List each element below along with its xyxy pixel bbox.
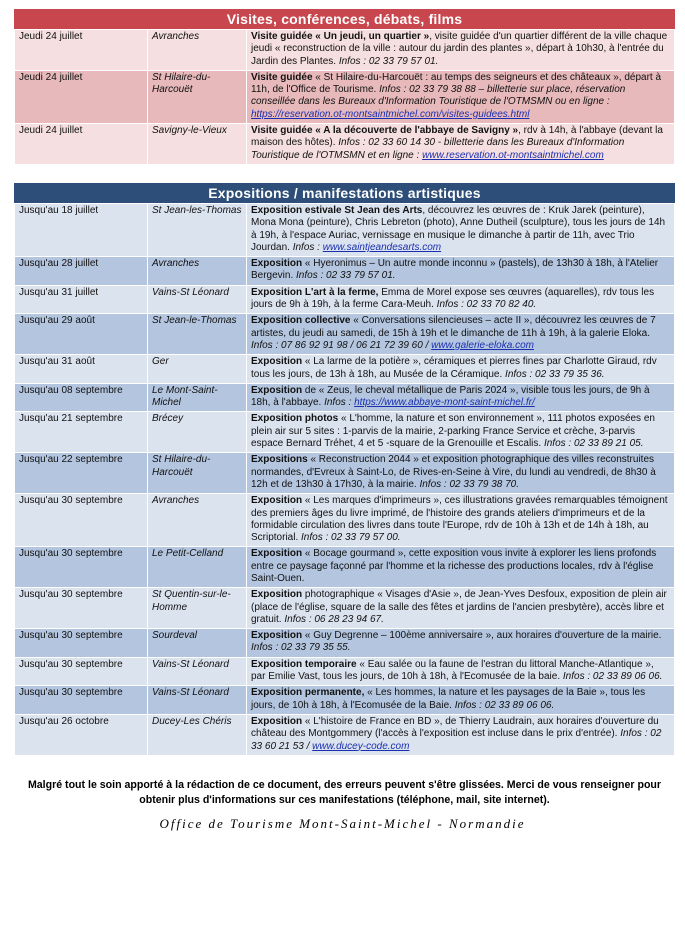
table-row	[15, 285, 675, 314]
event-date: Jusqu'au 28 juillet	[15, 257, 148, 286]
event-info: Infos : 02 33 79 57 01.	[296, 270, 396, 282]
section-title-visites: Visites, conférences, débats, films	[14, 9, 675, 29]
event-description	[247, 355, 675, 384]
event-lead: Visite guidée	[251, 71, 313, 83]
signature: Office de Tourisme Mont-Saint-Michel - Normandie	[159, 815, 526, 831]
event-date: Jusqu'au 31 août	[15, 355, 148, 384]
event-lead: Visite guidée « Un jeudi, un quartier »	[251, 31, 430, 42]
event-description	[247, 453, 675, 494]
event-info: Infos : 02 33 79 57 01.	[338, 55, 439, 67]
event-description	[247, 285, 675, 314]
event-lead: Exposition photos	[251, 413, 339, 425]
event-link[interactable]: www.galerie-eloka.com	[431, 339, 534, 351]
event-lead: Exposition permanente,	[251, 687, 365, 699]
event-description	[247, 124, 675, 165]
table-row	[15, 124, 675, 165]
event-body: « Guy Degrenne – 100ème anniversaire », aux horaires d'ouverture de la mairie.	[302, 630, 662, 642]
table-row	[15, 629, 675, 658]
event-description	[247, 657, 675, 686]
event-info: Infos : 02 33 79 35 55.	[251, 642, 351, 654]
event-date: Jusqu'au 29 août	[15, 314, 148, 355]
table-row	[15, 588, 675, 629]
event-place: Le Mont-Saint-Michel	[148, 383, 247, 412]
event-date: Jusqu'au 21 septembre	[15, 412, 148, 453]
event-body: « L'homme, la nature et son environnement », 111 photos exposées en plein air sur 5 sites : 1-parvis de la mairie, 2-parking France Service et crèche, 3-parvis espace Bernard Tréhet, 4 et 5 -square de la Grenouille et Escalis.	[251, 413, 655, 450]
event-link[interactable]: www.reservation.ot-montsaintmichel.com	[422, 149, 604, 161]
event-description	[247, 588, 675, 629]
table-row	[15, 203, 675, 256]
table-row	[15, 686, 675, 715]
event-info: Infos : 02 33 79 38 88 – billetterie sur place, réservation conseillée dans les Bureaux d'Information Touristique de l'OTMSMN ou en ligne :	[251, 84, 626, 108]
event-place: Ducey-Les Chéris	[148, 714, 247, 755]
event-info: Infos : 02 33 79 38 70.	[419, 478, 519, 490]
event-date: Jusqu'au 30 septembre	[15, 686, 148, 715]
event-link[interactable]: www.saintjeandesarts.com	[322, 241, 442, 253]
event-date: Jusqu'au 30 septembre	[15, 547, 148, 588]
event-body: , visite guidée d'un quartier différent de la ville chaque jeudi « reconstruction de la ville : autour du jardin des plantes », départ à 10h30, à l'entrée du Jardin des Plantes.	[251, 31, 668, 67]
section-title-expositions: Expositions / manifestations artistiques	[14, 183, 675, 203]
event-description	[247, 203, 675, 256]
event-description	[247, 257, 675, 286]
table-row	[15, 383, 675, 412]
event-lead: Exposition	[251, 715, 303, 727]
event-body: « St Hilaire-du-Harcouët : au temps des seigneurs et des châteaux », départ à 11h, de l'Office de Tourisme.	[251, 71, 662, 96]
event-place: Avranches	[148, 494, 247, 547]
event-place: Vains-St Léonard	[148, 657, 247, 686]
event-description	[247, 70, 675, 123]
event-place: Brécey	[148, 412, 247, 453]
event-place: Le Petit-Celland	[148, 547, 247, 588]
event-lead: Exposition estivale St Jean des Arts	[251, 204, 423, 216]
table-row	[15, 355, 675, 384]
event-body: « Conversations silencieuses – acte II », découvrez les œuvres de 7 artistes, du jeudi au samedi, de 15h à 19h et le dimanche de 11h à 19h, à la galerie Eloka.	[251, 315, 656, 339]
event-body: de « Zeus, le cheval métallique de Paris 2024 », visible tous les jours, de 9h à 18h, à l'abbaye.	[251, 384, 650, 409]
event-info: Infos :	[324, 397, 352, 409]
event-info: Infos : 02 33 89 21 05.	[543, 438, 644, 450]
event-body: « Eau salée ou la faune de l'estran du littoral Manche-Atlantique », par Emilie Vast, tous les jours, de 10h à 18h, à l'Ecomusée de la baie.	[251, 658, 654, 683]
event-body: Emma de Morel expose ses œuvres (aquarelles), rdv tous les jours de 9h à 19h, à la ferme Cara-Meuh.	[251, 286, 655, 311]
event-description	[247, 383, 675, 412]
event-body: « Hyeronimus – Un autre monde inconnu » (pastels), de 13h30 à 18h, à l'Atelier Bergevin.	[251, 258, 659, 282]
event-place: Avranches	[148, 30, 247, 71]
table-row	[15, 494, 675, 547]
event-body: « Les marques d'imprimeurs », ces illustrations gravées remarquables témoignent des premiers âges du livre imprimé, de l'histoire des grands ateliers d'imprimeurs et de la formidable circulation des livres dans toute l'Europe, rdv de 10h à 13h et de 14h à 18h, au Scriptorial.	[251, 495, 668, 544]
event-place: St Jean-le-Thomas	[148, 314, 247, 355]
event-info: Infos : 02 33 89 06 06.	[454, 699, 555, 711]
event-date: Jeudi 24 juillet	[15, 70, 148, 123]
event-lead: Expositions	[251, 454, 308, 466]
event-body: « La larme de la potière », céramiques et pierres fines par Charlotte Giraud, rdv tous les jours, de 13h à 18h, au Musée de la Céramique.	[251, 356, 657, 380]
event-date: Jusqu'au 08 septembre	[15, 383, 148, 412]
event-date: Jusqu'au 31 juillet	[15, 285, 148, 314]
event-description	[247, 314, 675, 355]
event-date: Jusqu'au 30 septembre	[15, 629, 148, 658]
event-description	[247, 686, 675, 715]
event-description	[247, 629, 675, 658]
event-info: Infos : 02 33 79 57 00.	[301, 532, 401, 544]
event-description	[247, 412, 675, 453]
event-link[interactable]: https://reservation.ot-montsaintmichel.com/visites-guidees.html	[251, 108, 530, 120]
event-body: « L'histoire de France en BD », de Thierry Laudrain, aux horaires d'ouverture du château des Montgommery (l'accès à l'exposition est incluse dans le prix d'entrée).	[251, 715, 659, 740]
event-link[interactable]: www.ducey-code.com	[312, 740, 410, 752]
event-lead: Exposition	[251, 258, 303, 270]
event-info: Infos : 02 33 79 35 36.	[505, 368, 605, 380]
disclaimer-note: Malgré tout le soin apporté à la rédaction de ce document, des erreurs peuvent s'être glissées. Merci de vous renseigner pour obtenir plus d'informations sur ces manifestations (téléphone, mail, site internet).	[27, 778, 662, 806]
event-description	[247, 494, 675, 547]
event-description	[247, 30, 675, 71]
event-place: Sourdeval	[148, 629, 247, 658]
event-body: , découvrez les œuvres de : Kruk Jarek (peinture), Mona Mona (peinture), Chris Lebreton (photo), Anne Dutheil (sculpture), tous les jours de 14h à 19h, à l'espace Auriac, vernissage en musique le dimanche à partir de 11h, avec Trio Jourdan.	[251, 204, 666, 253]
expositions-table	[14, 203, 675, 756]
event-date: Jusqu'au 30 septembre	[15, 494, 148, 547]
event-lead: Exposition	[251, 589, 303, 601]
event-info: Infos :	[292, 241, 320, 253]
event-date: Jusqu'au 26 octobre	[15, 714, 148, 755]
event-lead: Visite guidée « A la découverte de l'abbaye de Savigny »	[251, 125, 519, 137]
event-lead: Exposition temporaire	[251, 658, 357, 670]
event-lead: Exposition	[251, 495, 303, 507]
event-date: Jusqu'au 30 septembre	[15, 657, 148, 686]
event-info: Infos : 07 86 92 91 98 / 06 21 72 39 60 /	[251, 339, 429, 351]
event-body: « Bocage gourmand », cette exposition vous invite à explorer les liens profonds entre ce paysage façonné par l'homme et la richesse des productions locales, rdv à l'église Saint-Ouen.	[251, 548, 657, 584]
table-row	[15, 453, 675, 494]
event-place: St Quentin-sur-le-Homme	[148, 588, 247, 629]
event-place: St Hilaire-du-Harcouët	[148, 453, 247, 494]
event-info: Infos : 02 33 60 14 30 - billetterie dans les Bureaux d'Information Touristique de l'OTMSMN et en ligne :	[251, 137, 625, 161]
table-row	[15, 657, 675, 686]
event-place: Vains-St Léonard	[148, 686, 247, 715]
table-row	[15, 30, 675, 71]
event-info: Infos : 02 33 70 82 40.	[436, 299, 537, 311]
event-lead: Exposition L'art à la ferme,	[251, 286, 379, 298]
event-description	[247, 547, 675, 588]
event-lead: Exposition collective	[251, 315, 351, 327]
event-lead: Exposition	[251, 548, 303, 560]
page	[0, 9, 685, 832]
event-info: Infos : 06 28 23 94 67.	[284, 613, 384, 625]
table-row	[15, 314, 675, 355]
table-row	[15, 70, 675, 123]
event-lead: Exposition	[251, 356, 303, 368]
event-date: Jusqu'au 22 septembre	[15, 453, 148, 494]
event-place: Vains-St Léonard	[148, 285, 247, 314]
event-date: Jeudi 24 juillet	[15, 124, 148, 165]
table-row	[15, 547, 675, 588]
event-lead: Exposition	[251, 384, 303, 396]
event-info: Infos : 02 33 89 06 06.	[562, 671, 663, 683]
event-place: Savigny-le-Vieux	[148, 124, 247, 165]
event-body: photographique « Visages d'Asie », de Jean-Yves Desfoux, exposition de plein air (place de l'église, square de la salle des fêtes et jardins de l'ancien presbytère), accès libre et gratuit.	[251, 589, 667, 625]
event-place: Ger	[148, 355, 247, 384]
table-row	[15, 412, 675, 453]
table-row	[15, 714, 675, 755]
event-info: Infos : 02 33 60 21 53 /	[251, 728, 662, 752]
event-lead: Exposition	[251, 630, 303, 642]
event-place: Avranches	[148, 257, 247, 286]
visites-table	[14, 29, 675, 165]
event-description	[247, 714, 675, 755]
event-date: Jusqu'au 30 septembre	[15, 588, 148, 629]
event-date: Jeudi 24 juillet	[15, 30, 148, 71]
event-place: St Jean-les-Thomas	[148, 203, 247, 256]
event-body: « Les hommes, la nature et les paysages de la Baie », tous les jours, de 10h à 18h, à l'Ecomusée de la Baie.	[251, 687, 646, 711]
event-body: , rdv à 14h, à l'abbaye (devant la maison des hôtes).	[251, 125, 663, 149]
event-body: « Reconstruction 2044 » et exposition photographique des villes reconstruites normandes, d'Evreux à Saint-Lo, de Rives-en-Seine à Vire, du lundi au vendredi, de 8h30 à 12h et de 13h30 à 17h30, à la mairie.	[251, 454, 656, 490]
event-link[interactable]: https://www.abbaye-mont-saint-michel.fr/	[354, 397, 535, 409]
table-row	[15, 257, 675, 286]
event-date: Jusqu'au 18 juillet	[15, 203, 148, 256]
event-place: St Hilaire-du-Harcouët	[148, 70, 247, 123]
